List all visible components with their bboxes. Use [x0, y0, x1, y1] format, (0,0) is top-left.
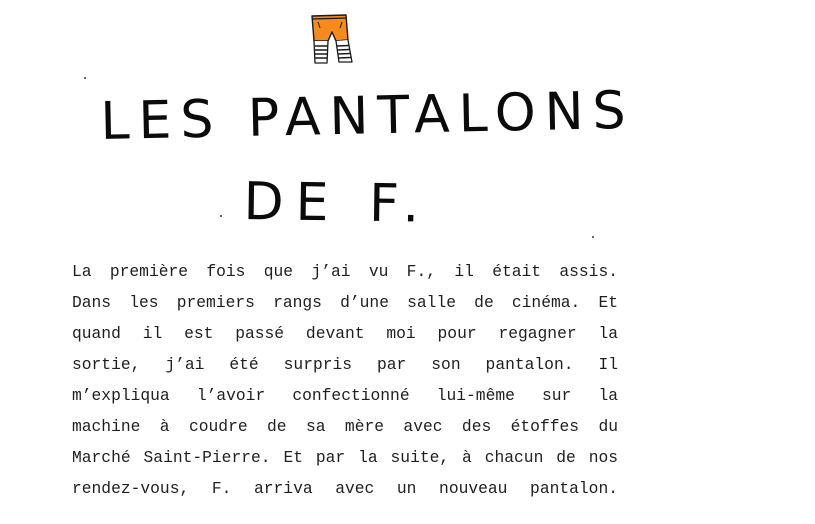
page-title-line-1: LES PANTALONS [99, 80, 636, 152]
trousers-icon [306, 10, 362, 68]
page-title-line-2: DE F. [243, 172, 432, 235]
paragraph-line: rendez-vous, F. arriva avec un nouveau pantalon. [72, 479, 618, 498]
paragraph-line: machine à coudre de sa mère avec des étoffes du [72, 417, 618, 436]
ink-speck [592, 236, 594, 238]
body-paragraph [72, 256, 618, 504]
paragraph-line: Marché Saint-Pierre. Et par la suite, à chacun de nos [72, 448, 618, 467]
paragraph-line: La première fois que j’ai vu F., il était assis. [72, 262, 618, 281]
paragraph-line: Dans les premiers rangs d’une salle de cinéma. Et [72, 293, 618, 312]
paragraph-line: quand il est passé devant moi pour regagner la [72, 324, 618, 343]
paragraph-line: sortie, j’ai été surpris par son pantalon. Il [72, 355, 618, 374]
trousers-illustration [306, 10, 362, 68]
paragraph-line: m’expliqua l’avoir confectionné lui-même sur la [72, 386, 618, 405]
ink-speck [220, 215, 222, 217]
ink-speck [84, 77, 86, 79]
